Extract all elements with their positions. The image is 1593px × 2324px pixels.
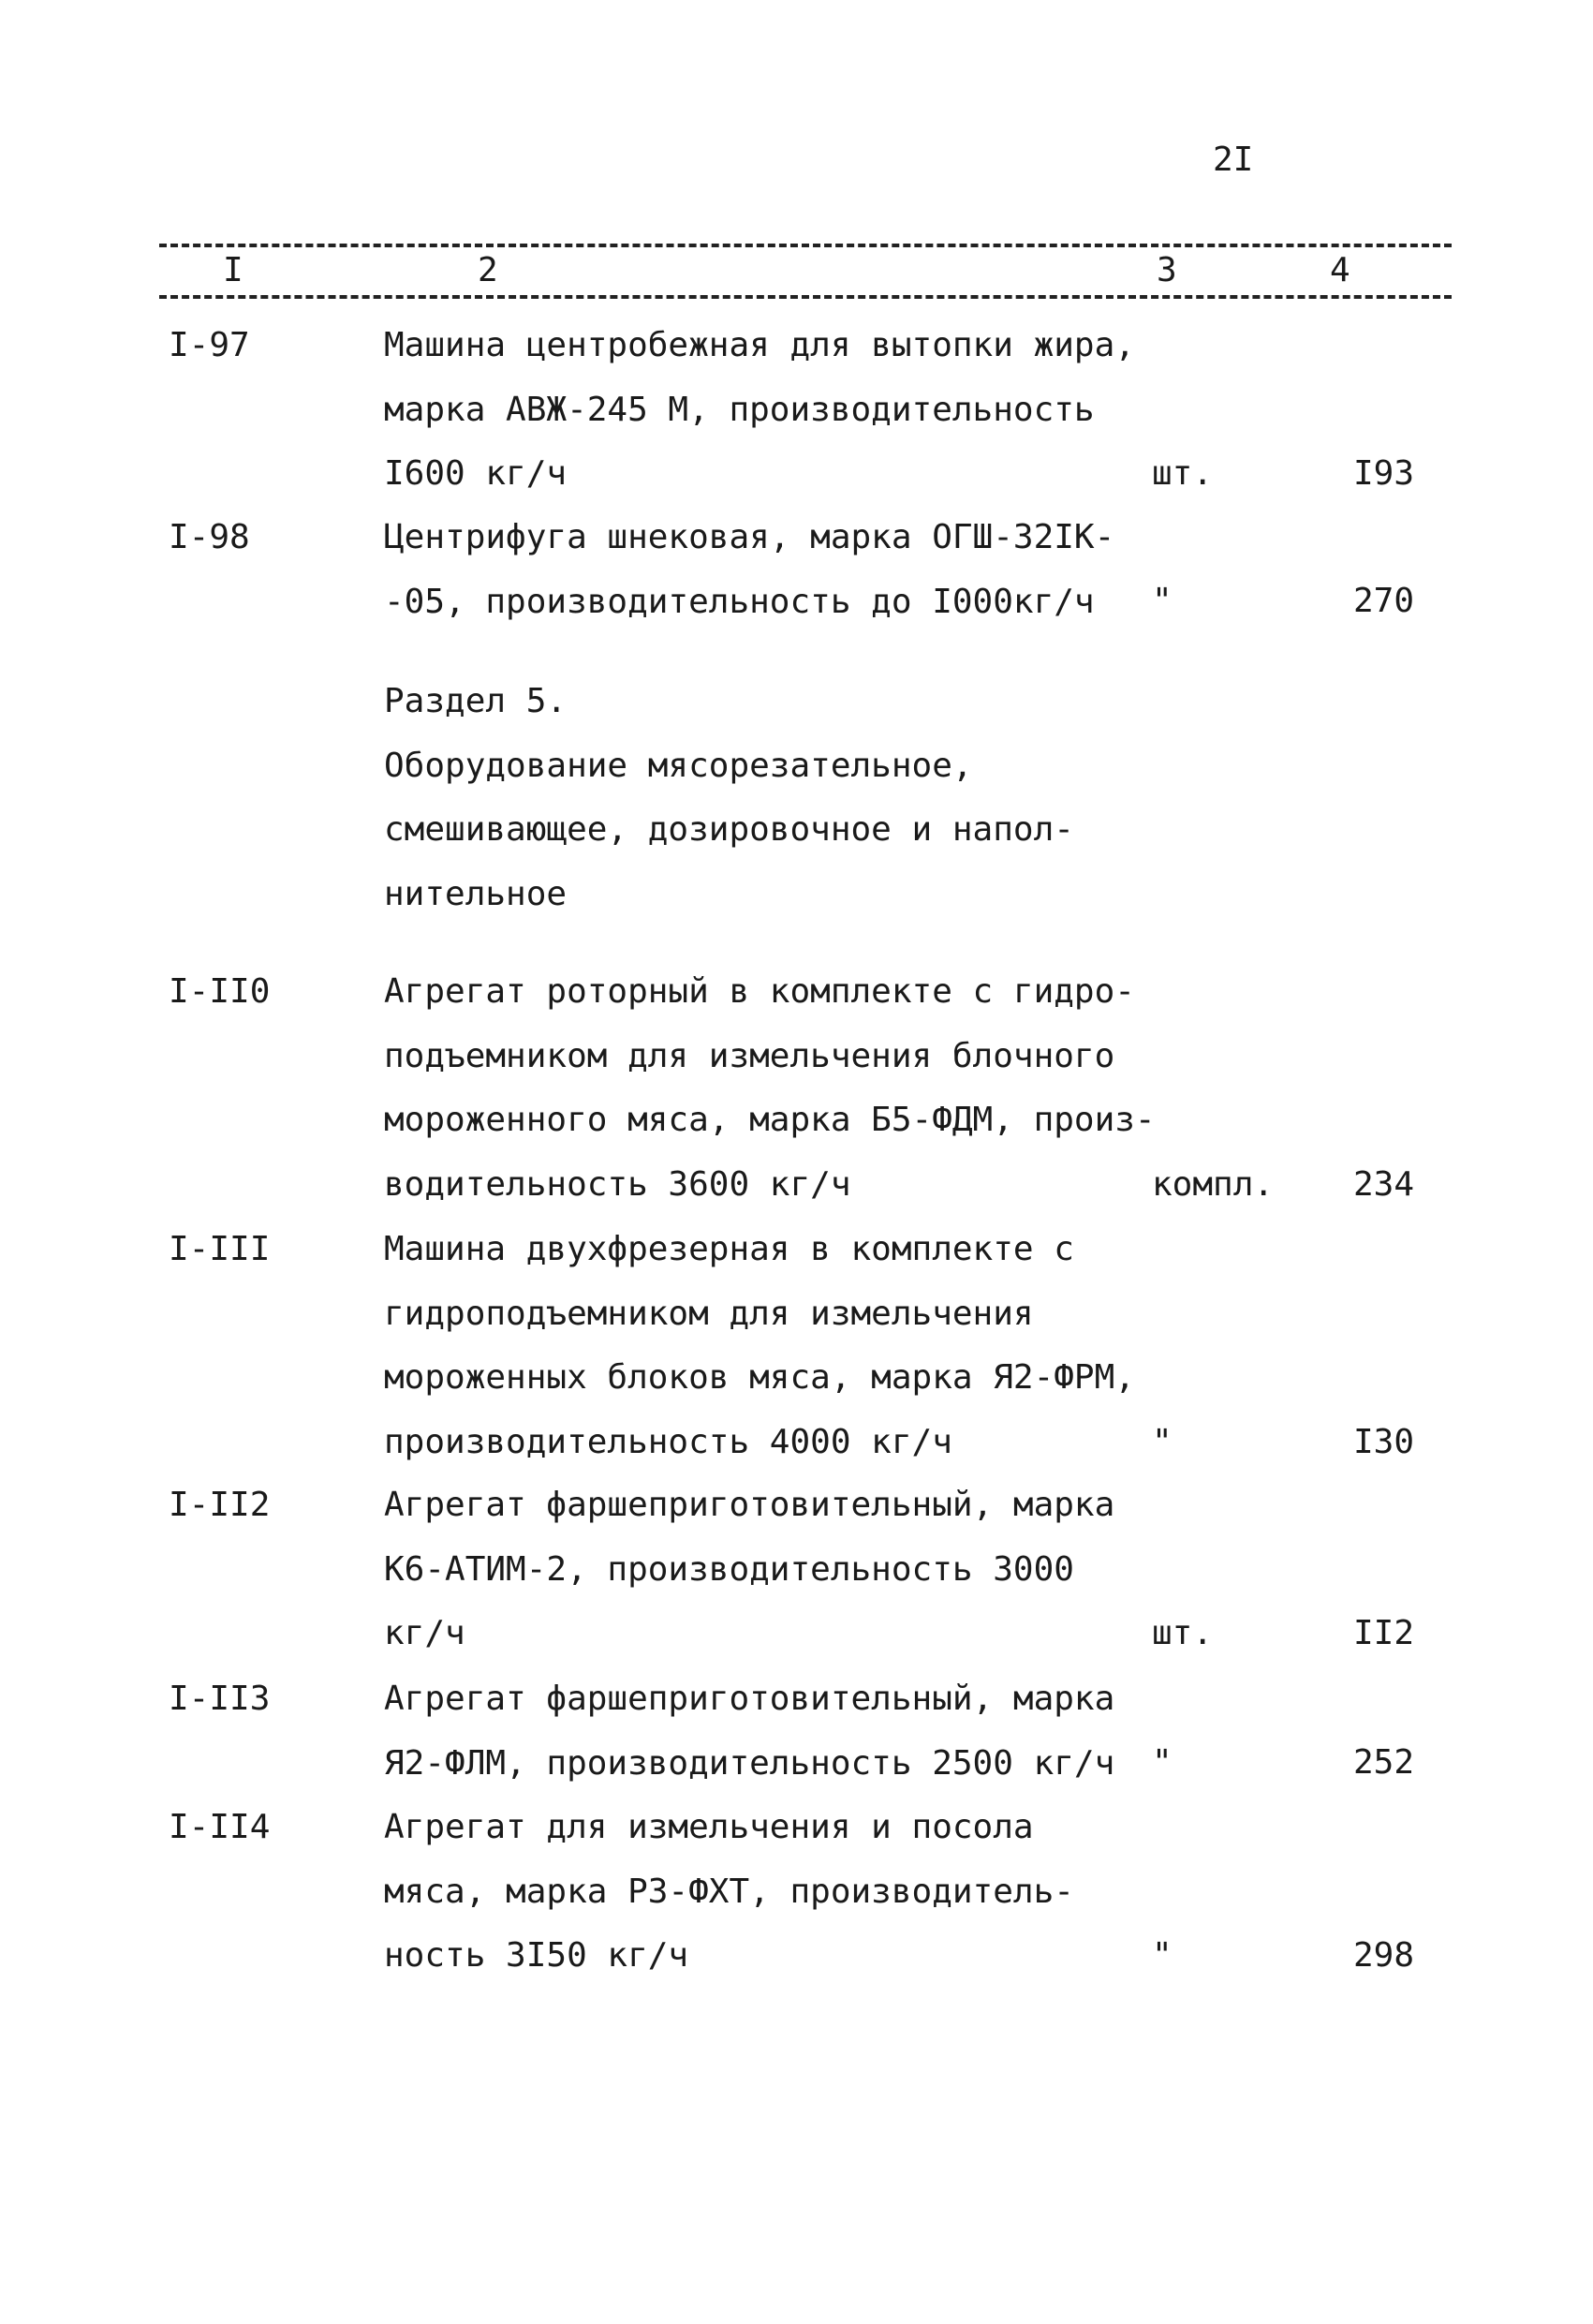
table-top-rule [159,244,1452,247]
description-line: Агрегат для измельчения и посола [384,1808,1034,1846]
description-line: марка АВЖ-245 М, производительность [384,390,1095,429]
row-description [384,1796,1133,1989]
row-description [384,960,1156,1217]
row-quantity: 298 [1352,1936,1414,1975]
row-description [384,506,1133,634]
row-unit: шт. [1152,454,1214,493]
row-quantity: I30 [1352,1423,1414,1461]
description-line: гидроподъемником для измельчения [384,1294,1034,1333]
description-line: К6-АТИМ-2, производительность 3000 [384,1549,1074,1589]
description-line: ность 3I50 кг/ч [384,1936,689,1975]
description-line: Машина центробежная для вытопки жира, [384,326,1135,364]
description-line: -05, производительность до I000кг/ч [384,582,1095,621]
description-line: Центрифуга шнековая, марка ОГШ-32IК- [384,518,1115,556]
description-line: Агрегат роторный в комплекте с гидро- [384,972,1135,1011]
row-description [384,314,1133,507]
header-col-3: 3 [1157,251,1177,289]
row-quantity: II2 [1352,1614,1414,1652]
table-header [0,251,1593,289]
page-number: 2I [1213,141,1254,179]
row-quantity: I93 [1352,454,1414,493]
description-line: Агрегат фаршеприготовительный, марка [384,1680,1115,1718]
header-col-4: 4 [1330,251,1350,289]
section-heading [384,670,1074,926]
row-code: I-98 [169,518,250,556]
section-line: смешивающее, дозировочное и напол- [384,810,1074,849]
description-line: подъемником для измельчения блочного [384,1036,1115,1075]
section-title: Раздел 5. [384,682,568,720]
row-description [384,1667,1133,1796]
description-line: мороженных блоков мяса, марка Я2-ФРМ, [384,1358,1135,1397]
row-code: I-II2 [169,1486,271,1524]
row-unit: " [1152,1423,1173,1461]
row-unit: " [1152,582,1173,620]
description-line: I600 кг/ч [384,454,568,493]
table-header-rule [159,295,1452,299]
row-quantity: 270 [1352,582,1414,620]
row-description [384,1473,1133,1666]
header-col-2: 2 [478,251,498,289]
section-line: Оборудование мясорезательное, [384,746,973,785]
description-line: Агрегат фаршеприготовительный, марка [384,1486,1115,1524]
row-unit: " [1152,1936,1173,1975]
description-line: кг/ч [384,1614,465,1652]
row-quantity: 252 [1352,1743,1414,1782]
row-code: I-III [169,1230,271,1268]
description-line: мороженного мяса, марка Б5-ФДМ, произ- [384,1101,1156,1139]
row-quantity: 234 [1352,1165,1414,1204]
row-unit: " [1152,1743,1173,1782]
row-unit: компл. [1152,1165,1275,1204]
section-line: нительное [384,874,568,913]
description-line: водительность 3600 кг/ч [384,1164,851,1204]
row-code: I-II3 [169,1680,271,1718]
header-col-1: I [223,251,243,289]
row-description [384,1218,1133,1474]
description-line: производительность 4000 кг/ч [384,1422,952,1461]
row-code: I-97 [169,326,250,364]
description-line: мяса, марка РЗ-ФХТ, производитель- [384,1872,1074,1911]
row-code: I-II0 [169,972,271,1011]
row-code: I-II4 [169,1808,271,1846]
description-line: Я2-ФЛМ, производительность 2500 кг/ч [384,1743,1115,1783]
description-line: Машина двухфрезерная в комплекте с [384,1230,1074,1268]
row-unit: шт. [1152,1614,1214,1652]
